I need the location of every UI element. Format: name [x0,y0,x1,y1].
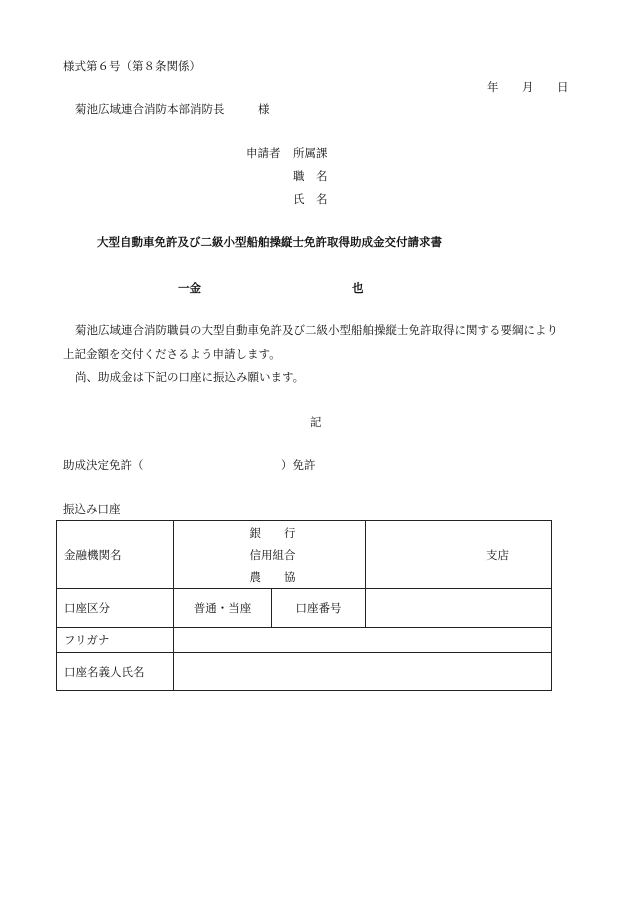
honorific: 様 [258,102,270,116]
license-label: 助成決定免許（ [63,458,144,472]
applicant-department: 所属課 [293,146,328,160]
applicant-name: 氏 名 [293,192,328,206]
account-number-field [366,589,552,628]
amount-suffix: 也 [352,281,364,295]
account-heading: 振込み口座 [63,502,121,516]
account-table [56,520,552,691]
furigana-field [174,628,552,653]
account-type-label: 口座区分 [57,589,174,628]
branch-cell [366,521,552,589]
license-suffix: ）免許 [281,458,316,472]
date-year: 年 [487,80,499,94]
body-line-1: 菊池広域連合消防職員の大型自動車免許及び二級小型船舶操縦士免許取得に関する要綱により [75,323,558,337]
account-number-label: 口座番号 [272,589,366,628]
amount-prefix: 一金 [178,281,201,295]
institution-type-bank: 銀 行 [249,525,296,540]
institution-type-credit-union: 信用組合 [249,547,296,562]
ki-mark: 記 [310,415,322,429]
date-month: 月 [522,80,534,94]
institution-type-agri-coop: 農 協 [249,569,296,584]
form-number: 様式第６号（第８条関係） [63,59,201,73]
furigana-label: フリガナ [57,628,174,653]
institution-label: 金融機関名 [57,521,174,589]
document-title: 大型自動車免許及び二級小型船舶操縦士免許取得助成金交付請求書 [97,235,442,249]
branch-label: 支店 [486,547,509,562]
addressee: 菊池広域連合消防本部消防長 [75,102,225,116]
applicant-label: 申請者 [246,146,281,160]
applicant-position: 職 名 [293,169,328,183]
account-type-value: 普通・当座 [174,589,272,628]
date-day: 日 [557,80,569,94]
body-line-2: 上記金額を交付くださるよう申請します。 [63,347,281,361]
account-holder-label: 口座名義人氏名 [57,653,174,691]
institution-type-cell [174,521,366,589]
account-holder-field [174,653,552,691]
body-line-3: 尚、助成金は下記の口座に振込み願います。 [75,370,305,384]
